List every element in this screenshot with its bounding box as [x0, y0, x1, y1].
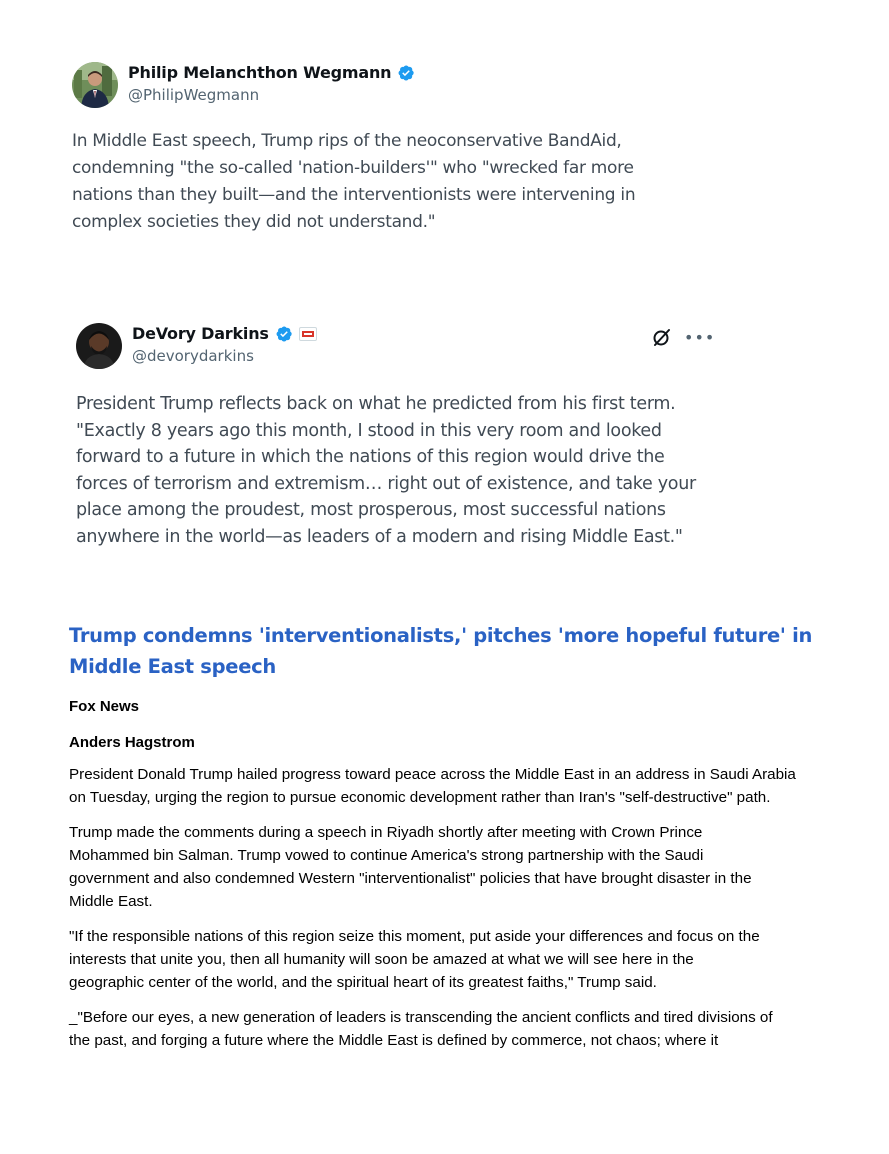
author-info	[128, 62, 415, 104]
verified-badge-icon	[397, 64, 415, 82]
tweet-actions	[652, 327, 715, 347]
paragraph-line: Mohammed bin Salman. Trump vowed to continue America's strong partnership with the Saudi	[69, 846, 704, 864]
grok-icon[interactable]	[652, 327, 672, 347]
affiliate-badge-icon[interactable]	[299, 327, 317, 341]
article-paragraph	[69, 925, 839, 995]
display-name[interactable]: DeVory Darkins	[132, 324, 269, 343]
news-article	[69, 620, 839, 1052]
user-handle[interactable]: @devorydarkins	[132, 347, 254, 365]
paragraph-line: on Tuesday, urging the region to pursue economic development rather than Iran's "self-destructive" path.	[69, 789, 771, 807]
article-paragraph	[69, 1006, 839, 1053]
tweet-text-line: President Trump reflects back on what he predicted from his first term.	[76, 394, 676, 414]
tweet-wegmann	[72, 62, 635, 236]
tweet-header	[76, 323, 696, 369]
paragraph-line: interests that unite you, then all humanity will soon be amazed at what we will see here in the	[69, 951, 694, 969]
paragraph-line: Trump made the comments during a speech in Riyadh shortly after meeting with Crown Prince	[69, 823, 703, 841]
paragraph-line: President Donald Trump hailed progress toward peace across the Middle East in an address in Saudi Arabia	[69, 766, 796, 783]
display-name[interactable]: Philip Melanchthon Wegmann	[128, 63, 392, 82]
avatar-photo-icon	[76, 323, 122, 369]
article-headline[interactable]	[69, 620, 839, 682]
tweet-text-line: place among the proudest, most prosperous, most successful nations	[76, 500, 666, 520]
author-info	[132, 323, 317, 365]
tweet-text-line: "Exactly 8 years ago this month, I stood in this very room and looked	[76, 420, 662, 441]
article-author: Anders Hagstrom	[69, 734, 195, 751]
tweet-text-line: complex societies they did not understand."	[72, 212, 436, 232]
tweet-text-line: condemning "the so-called 'nation-builders'" who "wrecked far more	[72, 158, 634, 178]
tweet-text-line: nations than they built—and the interventionists were intervening in	[72, 185, 636, 205]
paragraph-line: geographic center of the world, and the spiritual heart of its greatest faiths," Trump said.	[69, 974, 657, 992]
verified-badge-icon	[275, 325, 293, 343]
user-handle[interactable]: @PhilipWegmann	[128, 86, 260, 104]
tweet-text	[72, 128, 635, 236]
paragraph-line: the past, and forging a future where the Middle East is defined by commerce, not chaos; where it	[69, 1031, 719, 1049]
tweet-text-line: forward to a future in which the nations of this region would drive the	[76, 447, 665, 467]
name-row	[132, 324, 317, 343]
tweet-text	[76, 391, 696, 550]
avatar-photo-icon	[72, 62, 118, 108]
headline-line: Trump condemns 'interventionalists,' pitches 'more hopeful future' in	[69, 624, 813, 647]
tweet-text-line: anywhere in the world—as leaders of a modern and rising Middle East."	[76, 526, 683, 547]
name-row	[128, 63, 415, 82]
more-options-icon[interactable]: •••	[684, 327, 716, 347]
tweet-text-line: forces of terrorism and extremism… right out of existence, and take your	[76, 473, 696, 494]
avatar[interactable]	[72, 62, 118, 108]
article-paragraph	[69, 763, 839, 810]
tweet-text-line: In Middle East speech, Trump rips of the neoconservative BandAid,	[72, 131, 622, 151]
paragraph-line: _"Before our eyes, a new generation of leaders is transcending the ancient conflicts and tired divisions of	[69, 1008, 773, 1026]
paragraph-line: "If the responsible nations of this region seize this moment, put aside your differences and focus on the	[69, 927, 760, 945]
avatar[interactable]	[76, 323, 122, 369]
article-paragraph	[69, 821, 839, 914]
article-source: Fox News	[69, 698, 140, 715]
paragraph-line: Middle East.	[69, 893, 153, 911]
affiliate-logo-icon	[302, 331, 314, 337]
tweet-header	[72, 62, 635, 108]
paragraph-line: government and also condemned Western "interventionalist" policies that have brought disaster in the	[69, 870, 752, 888]
tweet-darkins	[76, 323, 696, 550]
headline-line: Middle East speech	[69, 655, 276, 678]
